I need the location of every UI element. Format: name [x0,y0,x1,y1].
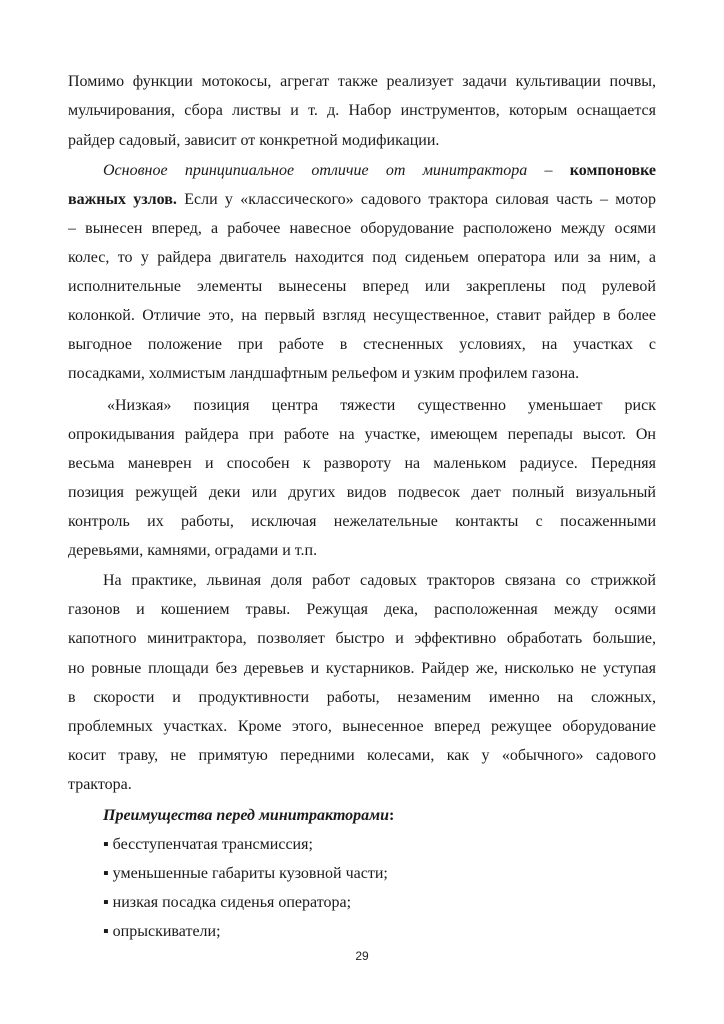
text-line: исполнительные элементы вынесены вперед или закреплены под рулевой [68,278,656,295]
text-line: позиция режущей деки или других видов подвесок дает полный визуальный [68,484,656,501]
text-line: весьма маневрен и способен к развороту на маленьком радиусе. Передняя [68,455,656,472]
dash: – [527,162,570,179]
text-line: важных узлов. Если у «классического» садового трактора силовая часть – мотор [68,191,656,208]
text-line: На практике, львиная доля работ садовых тракторов связана со стрижкой [103,572,656,589]
list-item: ▪ бесступенчатая трансмиссия; [103,836,313,853]
text-line: в скорости и продуктивности работы, незаменим именно на сложных, [68,689,656,706]
text-line: посадками, холмистым ландшафтным рельефом и узким профилем газона. [68,365,580,382]
text-line: Помимо функции мотокосы, агрегат также реализует задачи культивации почвы, [68,73,656,90]
bullet-icon: ▪ [103,865,109,882]
bold-text: важных узлов. [68,191,177,208]
bullet-icon: ▪ [103,894,109,911]
text-line: капотного минитрактора, позволяет быстро и эффективно обработать большие, [68,630,656,647]
text-line: деревьями, камнями, оградами и т.п. [68,542,318,559]
bullet-icon: ▪ [103,836,109,853]
text-line: опрокидывания райдера при работе на участке, имеющем перепады высот. Он [68,426,656,443]
list-item: ▪ уменьшенные габариты кузовной части; [103,865,388,882]
text-line: газонов и кошением травы. Режущая дека, расположенная между осями [68,601,656,618]
text-line: но ровные площади без деревьев и кустарников. Райдер же, нисколько не уступая [68,660,656,677]
emphasis-text: Основное принципиальное отличие от минитрактора [103,162,528,179]
text-line: колес, то у райдера двигатель находится под сиденьем оператора или за ним, а [68,249,656,266]
text-line: выгодное положение при работе в стесненных условиях, на участках с [68,336,656,353]
section-heading: Преимущества перед минитракторами: [103,807,395,824]
text-line: контроль их работы, исключая нежелательные контакты с посаженными [68,513,656,530]
text-line: райдер садовый, зависит от конкретной модификации. [68,132,440,149]
text-line: трактора. [68,776,132,793]
text-line: – вынесен вперед, а рабочее навесное оборудование расположено между осями [68,220,656,237]
list-item: ▪ низкая посадка сиденья оператора; [103,894,352,911]
bullet-icon: ▪ [103,923,109,940]
text-line: проблемных участках. Кроме этого, вынесенное вперед режущее оборудование [68,718,656,735]
text-line [103,161,656,181]
text-line: «Низкая» позиция центра тяжести существенно уменьшает риск [107,397,656,414]
list-item: ▪ опрыскиватели; [103,923,221,940]
bold-text: компоновке [569,162,656,179]
text-line: косит траву, не примятую передними колесами, как у «обычного» садового [68,747,656,764]
page-number: 29 [355,949,369,963]
text-line: мульчирования, сбора листвы и т. д. Набор инструментов, которым оснащается [68,102,656,119]
text-line: колонкой. Отличие это, на первый взгляд несущественное, ставит райдер в более [68,307,656,324]
